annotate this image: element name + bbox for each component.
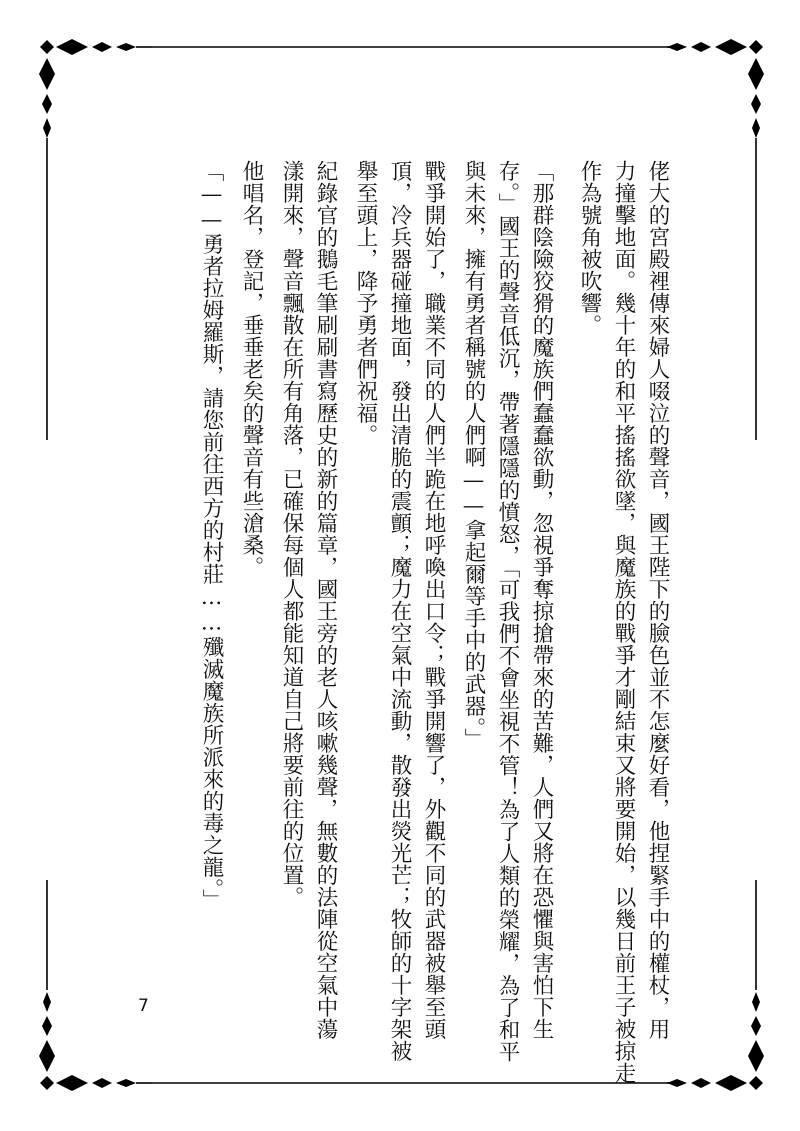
text-column: 漾開來，聲音飄散在所有角落，已確保每個人都能知道自己將要前往的位置。 [279, 160, 304, 908]
text-column: 他唱名，登記，垂垂老矣的聲音有些滄桑。 [239, 160, 264, 578]
text-column: 舉至頭上，降予勇者們祝福。 [353, 160, 378, 446]
page-number: 7 [138, 996, 149, 1016]
text-column: 戰爭開始了，職業不同的人們半跪在地呼喚出口令；戰爭開響了，外觀不同的武器被舉至頭 [421, 160, 446, 1040]
text-column: 「——勇者拉姆羅斯，請您前往西方的村莊……殲滅魔族所派來的毒之龍。」 [199, 160, 224, 912]
text-column: 存。」國王的聲音低沉，帶著隱隱的憤怒，「可我們不會坐視不管！為了人類的榮耀，為了和平 [495, 160, 520, 1063]
text-column: 與未來，擁有勇者稱號的人們啊——拿起爾等手中的武器。」 [461, 160, 486, 751]
text-column: 頂，冷兵器碰撞地面，發出清脆的震顫；魔力在空氣中流動，散發出熒光芒；牧師的十字架被 [387, 160, 412, 1062]
text-column: 佬大的宮殿裡傳來婦人啜泣的聲音，國王陛下的臉色並不怎麼好看，他捏緊手中的權杖，用 [645, 160, 670, 1040]
vertical-text-body [140, 160, 670, 1084]
text-column: 紀錄官的鵝毛筆刷刷書寫歷史的新的篇章，國王旁的老人咳嗽幾聲，無數的法陣從空氣中蕩 [313, 160, 338, 1040]
text-column: 「那群陰險狡猾的魔族們蠢蠢欲動，忽視爭奪掠搶帶來的苦難，人們又將在恐懼與害怕下生 [529, 160, 554, 1040]
text-column: 作為號角被吹響。 [577, 160, 602, 336]
text-column: 力撞擊地面。幾十年的和平搖搖欲墜，與魔族的戰爭才剛結束又將要開始，以幾日前王子被掠走 [611, 160, 636, 1084]
